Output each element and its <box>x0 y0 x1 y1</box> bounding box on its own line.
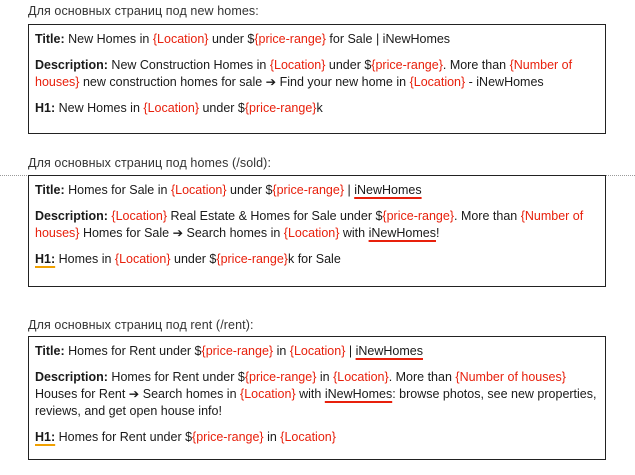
number-of-houses-placeholder: {Number of houses} <box>35 58 573 89</box>
number-of-houses-placeholder: {Number of houses} <box>455 370 566 384</box>
location-placeholder: {Location} <box>283 226 340 240</box>
brand-name: iNewHomes <box>354 183 422 197</box>
h1-label: H1: <box>35 101 56 115</box>
section-caption-homes-sold: Для основных страниц под homes (/sold): <box>28 156 272 170</box>
location-placeholder: {Location} <box>114 252 171 266</box>
location-placeholder: {Location} <box>152 32 209 46</box>
location-placeholder: {Location} <box>111 209 168 223</box>
h1-label: H1: <box>35 252 56 266</box>
h1-label: H1: <box>35 430 56 444</box>
price-range-placeholder: {price-range} <box>216 252 288 266</box>
price-range-placeholder: {price-range} <box>192 430 264 444</box>
description-line: Description: New Construction Homes in {Location} under ${price-range}. More than {Number of houses} new construction homes for sale ➔ Find your new home in {Location} - iNewHomes <box>35 58 573 89</box>
seo-template-box-homes-sold <box>28 175 606 287</box>
location-placeholder: {Location} <box>409 75 466 89</box>
location-placeholder: {Location} <box>289 344 346 358</box>
location-placeholder: {Location} <box>143 101 199 115</box>
price-range-placeholder: {price-range} <box>382 209 454 223</box>
brand-name: iNewHomes <box>355 344 423 358</box>
description-label: Description: <box>35 370 108 384</box>
price-range-placeholder: {price-range} <box>254 32 326 46</box>
location-placeholder: {Location} <box>170 183 227 197</box>
price-range-placeholder: {price-range} <box>272 183 344 197</box>
title-label: Title: <box>35 344 65 358</box>
price-range-placeholder: {price-range} <box>371 58 443 72</box>
title-line: Title: Homes for Sale in {Location} under ${price-range} | iNewHomes <box>35 183 422 197</box>
section-caption-rent: Для основных страниц под rent (/rent): <box>28 318 254 332</box>
location-placeholder: {Location} <box>280 430 336 444</box>
seo-template-box-new-homes <box>28 24 606 134</box>
location-placeholder: {Location} <box>269 58 326 72</box>
h1-line: H1: Homes in {Location} under ${price-range}k for Sale <box>35 252 341 266</box>
description-line: Description: Homes for Rent under ${price-range} in {Location}. More than {Number of houses} Houses for Rent ➔ Search homes in {Location} with iNewHomes: browse photos, see new properties, reviews, and get open house info! <box>35 370 597 418</box>
title-line: Title: Homes for Rent under ${price-range} in {Location} | iNewHomes <box>35 344 423 358</box>
price-range-placeholder: {price-range} <box>244 101 317 115</box>
section-caption-new-homes: Для основных страниц под new homes: <box>28 4 259 18</box>
title-label: Title: <box>35 32 65 46</box>
title-label: Title: <box>35 183 65 197</box>
description-label: Description: <box>35 209 108 223</box>
price-range-placeholder: {price-range} <box>201 344 274 358</box>
seo-template-box-rent <box>28 336 606 460</box>
h1-line: H1: Homes for Rent under ${price-range} in {Location} <box>35 430 336 444</box>
h1-line: H1: New Homes in {Location} under ${price-range}k <box>35 101 323 115</box>
brand-name: iNewHomes <box>324 387 393 401</box>
location-placeholder: {Location} <box>240 387 296 401</box>
number-of-houses-placeholder: {Number of houses} <box>35 209 584 240</box>
description-label: Description: <box>35 58 108 72</box>
price-range-placeholder: {price-range} <box>244 370 317 384</box>
title-line: Title: New Homes in {Location} under ${price-range} for Sale | iNewHomes <box>35 32 451 46</box>
description-line: Description: {Location} Real Estate & Homes for Sale under ${price-range}. More than {Number of houses} Homes for Sale ➔ Search homes in {Location} with iNewHomes! <box>35 209 584 240</box>
location-placeholder: {Location} <box>333 370 389 384</box>
brand-name: iNewHomes <box>368 226 436 240</box>
